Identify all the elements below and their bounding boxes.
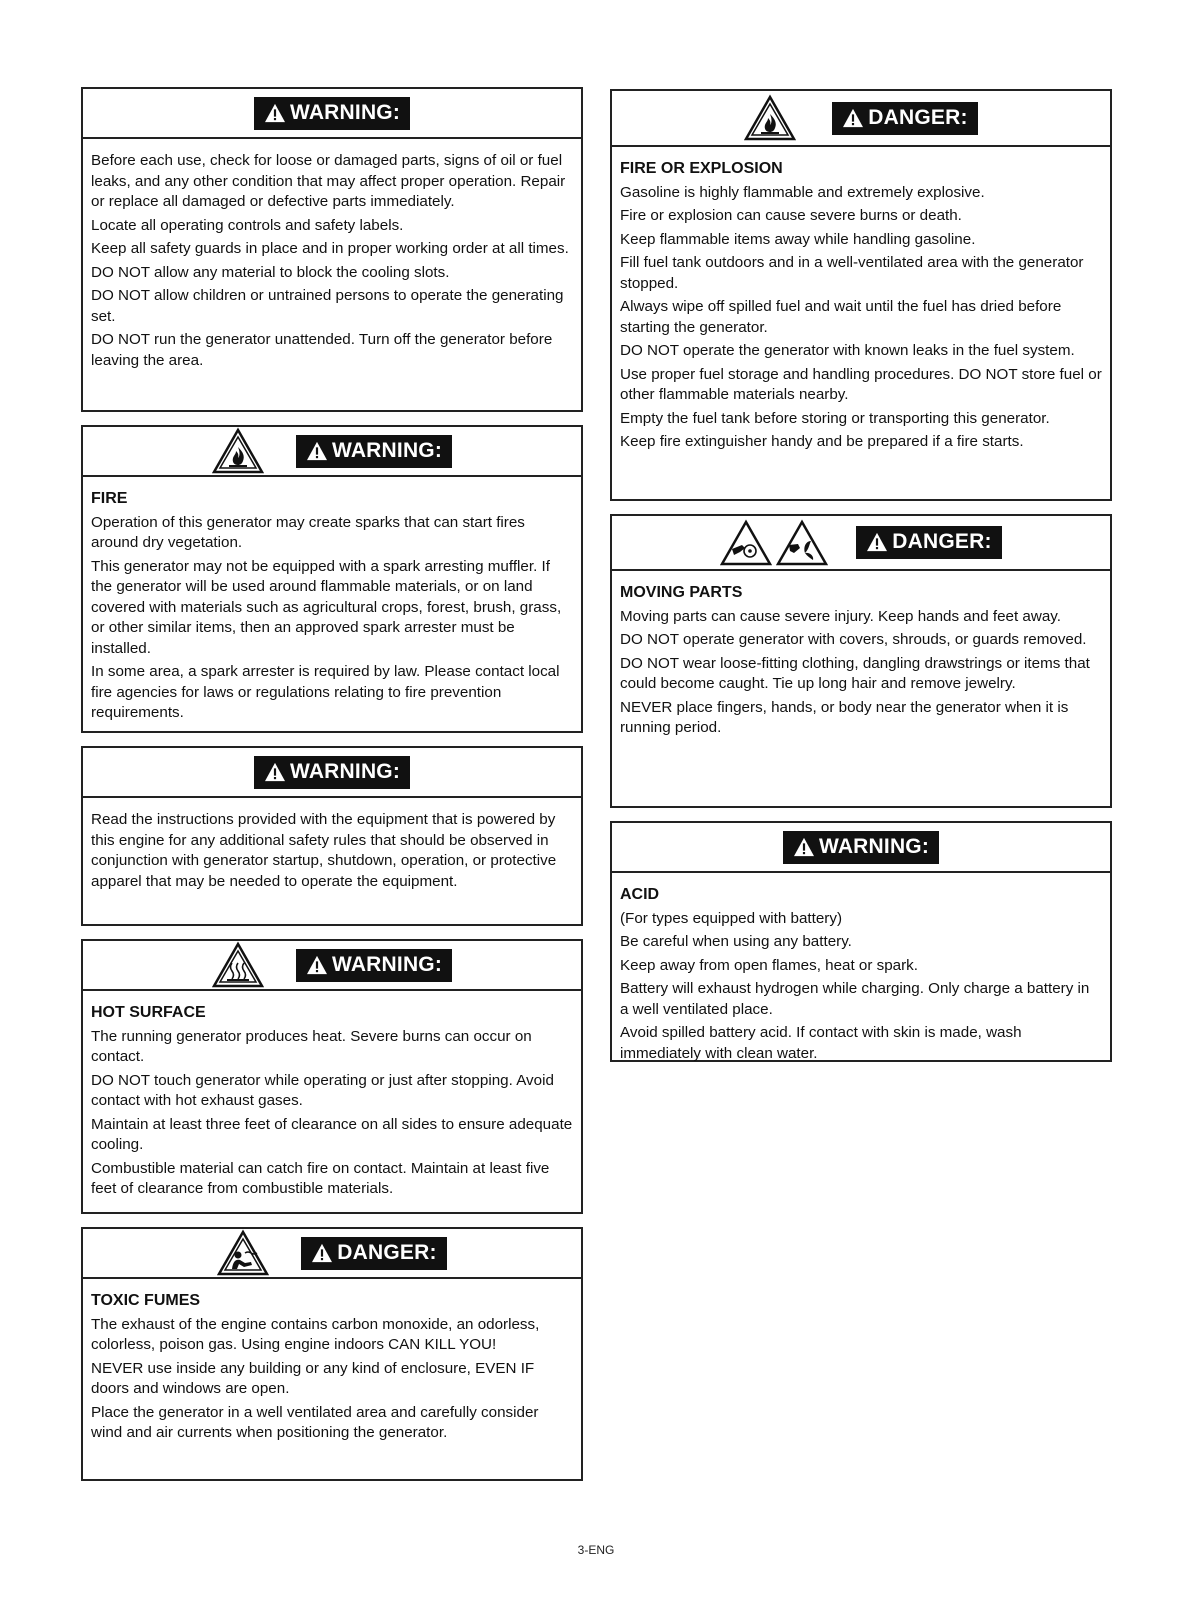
fan-blade-icon	[776, 519, 828, 567]
box-body	[83, 1279, 581, 1457]
box-header	[83, 941, 581, 991]
danger-box-fire-explosion	[610, 89, 1112, 501]
paragraph: DO NOT touch generator while operating or just after stopping. Avoid contact with hot exhaust gases.	[91, 1071, 554, 1109]
hand-entanglement-icon	[720, 519, 772, 567]
alert-triangle-icon	[311, 1243, 333, 1263]
hazard-topic-title: TOXIC FUMES	[91, 1292, 201, 1309]
alert-triangle-icon	[264, 762, 286, 782]
paragraph: Use proper fuel storage and handling procedures. DO NOT store fuel or other flammable materials nearby.	[620, 365, 1102, 403]
hazard-topic-title: MOVING PARTS	[620, 584, 743, 601]
warning-box-fire	[81, 425, 583, 733]
paragraph: Battery will exhaust hydrogen while charging. Only charge a battery in a well ventilated place.	[620, 980, 1090, 1018]
hazard-topic-title: ACID	[620, 886, 660, 903]
paragraph: Avoid spilled battery acid. If contact with skin is made, wash immediately with clean water.	[620, 1024, 1022, 1062]
toxic-fumes-icon	[217, 1229, 269, 1277]
left-column	[81, 87, 583, 1494]
fire-hazard-icon	[212, 427, 264, 475]
right-column	[610, 89, 1112, 1075]
alert-triangle-icon	[866, 532, 888, 552]
paragraph: Combustible material can catch fire on contact. Maintain at least five feet of clearance from combustible materials.	[91, 1159, 550, 1197]
hazard-topic-title: FIRE	[91, 490, 128, 507]
paragraph: DO NOT operate the generator with known leaks in the fuel system.	[620, 342, 1075, 359]
warning-box-hot-surface	[81, 939, 583, 1214]
hot-surface-icon	[212, 941, 264, 989]
box-header	[612, 91, 1110, 147]
paragraph: Operation of this generator may create sparks that can start fires around dry vegetation.	[91, 513, 525, 551]
paragraph: Fill fuel tank outdoors and in a well-ventilated area with the generator stopped.	[620, 254, 1084, 292]
moving-parts-icons	[720, 519, 828, 567]
page-number: 3-ENG	[577, 1543, 615, 1557]
paragraph: (For types equipped with battery)	[620, 909, 843, 927]
box-body	[83, 477, 581, 737]
fire-hazard-icon	[744, 94, 796, 142]
paragraph: NEVER place fingers, hands, or body near the generator when it is running period.	[620, 698, 1069, 736]
signal-word-badge: DANGER:	[301, 1237, 446, 1270]
danger-box-toxic-fumes	[81, 1227, 583, 1481]
warning-box-general	[81, 87, 583, 412]
paragraph: Locate all operating controls and safety labels.	[91, 216, 404, 234]
box-body	[612, 873, 1110, 1077]
box-body	[612, 147, 1110, 466]
alert-triangle-icon	[264, 103, 286, 123]
paragraph: NEVER use inside any building or any kind of enclosure, EVEN IF doors and windows are open.	[91, 1359, 535, 1397]
signal-word-badge: DANGER:	[856, 526, 1001, 559]
paragraph: Keep away from open flames, heat or spark.	[620, 956, 918, 974]
alert-triangle-icon	[306, 955, 328, 975]
box-header	[612, 516, 1110, 571]
warning-box-acid	[610, 821, 1112, 1062]
box-header	[83, 1229, 581, 1279]
signal-word-badge: DANGER:	[832, 102, 977, 135]
box-header	[83, 427, 581, 477]
signal-word-badge: WARNING:	[296, 949, 452, 982]
paragraph: Keep fire extinguisher handy and be prepared if a fire starts.	[620, 433, 1024, 450]
paragraph: DO NOT operate generator with covers, shrouds, or guards removed.	[620, 631, 1087, 648]
paragraph: DO NOT allow any material to block the cooling slots.	[91, 263, 450, 281]
paragraph: This generator may not be equipped with a spark arresting muffler. If the generator will be used around flammable materials, or on land covered with materials such as agricultural crops, forest, brush, grass, or other similar items, then an approved spark arrester must be installed.	[91, 557, 562, 657]
paragraph: Always wipe off spilled fuel and wait until the fuel has dried before starting the generator.	[620, 298, 1062, 336]
paragraph: Maintain at least three feet of clearance on all sides to ensure adequate cooling.	[91, 1115, 573, 1153]
signal-word-badge: WARNING:	[296, 435, 452, 468]
alert-triangle-icon	[793, 837, 815, 857]
signal-word-badge: WARNING:	[254, 97, 410, 130]
paragraph: Keep all safety guards in place and in proper working order at all times.	[91, 240, 569, 257]
paragraph: DO NOT allow children or untrained persons to operate the generating set.	[91, 287, 564, 325]
paragraph: Gasoline is highly flammable and extremely explosive.	[620, 183, 985, 201]
box-header	[612, 823, 1110, 873]
box-header	[83, 89, 581, 139]
paragraph: Fire or explosion can cause severe burns or death.	[620, 207, 962, 224]
box-body	[83, 991, 581, 1213]
hazard-topic-title: FIRE OR EXPLOSION	[620, 160, 783, 177]
paragraph: Before each use, check for loose or damaged parts, signs of oil or fuel leaks, and any other condition that may affect proper operation. Repair or replace all damaged or defective parts immediately.	[91, 152, 566, 210]
alert-triangle-icon	[842, 108, 864, 128]
paragraph: Be careful when using any battery.	[620, 933, 852, 950]
signal-word-badge: WARNING:	[783, 831, 939, 864]
box-body	[83, 798, 581, 905]
danger-box-moving-parts	[610, 514, 1112, 808]
paragraph: Place the generator in a well ventilated area and carefully consider wind and air currents when positioning the generator.	[91, 1403, 539, 1441]
warning-box-equipment	[81, 746, 583, 926]
paragraph: The exhaust of the engine contains carbon monoxide, an odorless, colorless, poison gas. Using engine indoors CAN KILL YOU!	[91, 1315, 540, 1353]
paragraph: DO NOT run the generator unattended. Turn off the generator before leaving the area.	[91, 331, 553, 369]
paragraph: DO NOT wear loose-fitting clothing, dangling drawstrings or items that could become caught. Tie up long hair and remove jewelry.	[620, 654, 1090, 692]
paragraph: Empty the fuel tank before storing or transporting this generator.	[620, 409, 1050, 427]
box-body	[612, 571, 1110, 752]
paragraph: Keep flammable items away while handling gasoline.	[620, 230, 976, 248]
alert-triangle-icon	[306, 441, 328, 461]
box-body	[83, 139, 581, 384]
paragraph: Moving parts can cause severe injury. Keep hands and feet away.	[620, 607, 1061, 625]
hazard-topic-title: HOT SURFACE	[91, 1004, 206, 1021]
box-header	[83, 748, 581, 798]
paragraph: The running generator produces heat. Severe burns can occur on contact.	[91, 1027, 532, 1065]
paragraph: Read the instructions provided with the equipment that is powered by this engine for any additional safety rules that should be observed in conjunction with generator startup, shutdown, operation, or protective apparel that may be needed to operate the equipment.	[91, 811, 557, 890]
paragraph: In some area, a spark arrester is required by law. Please contact local fire agencies for laws or regulations relating to fire prevention requirements.	[91, 663, 560, 721]
signal-word-badge: WARNING:	[254, 756, 410, 789]
